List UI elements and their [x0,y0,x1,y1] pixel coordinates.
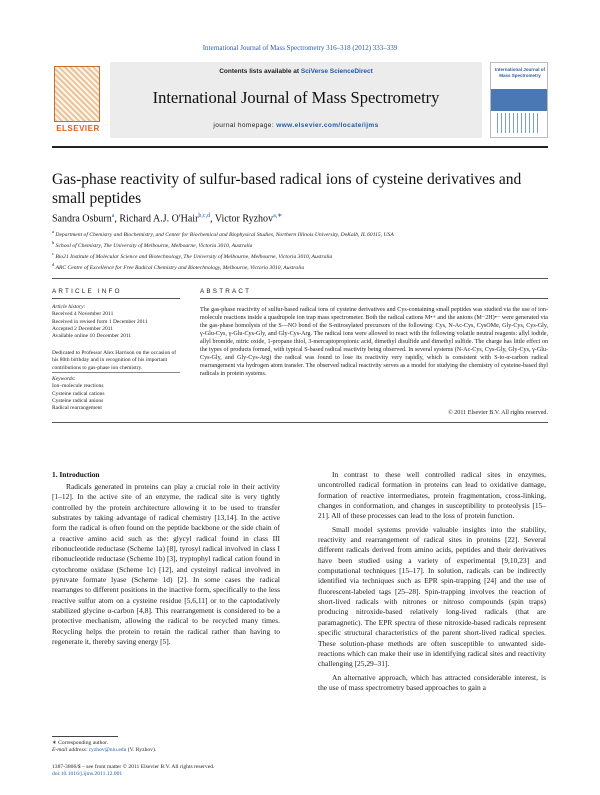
article-history [52,304,180,340]
corresponding-author-note: ∗ Corresponding author. [52,740,109,746]
affiliation-text: ARC Centre of Excellence for Free Radical Chemistry and Biotechnology, Melbourne, Victoria 3010, Australia [55,265,305,272]
body-paragraph: Radicals generated in proteins can play a crucial role in their activity [1–12]. In the active site of an enzyme, the radical site is very tightly controlled by the protein architecture allowing it to be used to transfer substrates by taking advantage of radical chemistry [13,14]. In the active form the radical is often found on the peptide backbone or the side chain of a reactive amino acid such as the: glycyl radical found in class III ribonucleotide reductase (Scheme 1a) [8], tyrosyl radical involved in class I ribonucleotide reductase (Scheme 1b) [3], tryptophyl radical cation found in cytochrome oxidase (Scheme 1c) [12], and cysteinyl radical involved in pyruvate formate lyase (Scheme 1d) [2]. In some cases the radical rearranges to different positions in the inactive form, specifically to the less reactive sulfur atom on a cysteine residue [5,6,11] or to the captodatively stabilized glycine α-carbon [4,8]. This rearrangement is considered to be a protective mechanism, allowing the radical to be recycled many times. Recycling helps the protein to retain the radical rather than having to regenerate it, thereby saving energy [5]. [52,482,280,647]
author-sup[interactable]: a [111,213,115,219]
affiliation [52,261,548,272]
article-title [52,170,548,208]
keyword-item: Radical rearrangement [52,405,102,412]
history-item: Accepted 2 December 2011 [52,325,114,332]
keyword-item: Cysteine radical cations [52,390,105,397]
homepage-prefix: journal homepage: [213,122,277,129]
article-info-rule [52,298,180,299]
history-item: Available online 10 December 2011 [52,333,132,340]
sciencedirect-link[interactable]: SciVerse ScienceDirect [300,68,373,75]
affiliation [52,250,548,261]
affiliation-sup: a [52,229,54,234]
journal-cover-thumbnail [490,62,548,138]
email-label: E-mail address: [52,747,90,754]
author-sup[interactable]: a,∗ [273,213,283,219]
affiliation-list [52,228,548,273]
abstract-text: The gas-phase reactivity of sulfur-based radical ions of cysteine derivatives and Cys-containing small peptides was studied via the use of ion-molecule reactions inside a quadrupole ion trap mass spectrometer. Both the radical cations M•+ and the anions (M−2H)•− were generated via the gas-phase homolysis of the S—NO bond of the S-nitrosylated precursors of the following: Cys, N-Ac-Cys, CysOMe, Gly-Cys, Cys-Gly, γ-Glu-Cys, γ-Glu-Cys-Gly, and Gly-Cys-Arg. The radical ions were allowed to react with the following volatile neutral reagents: allyl iodide, allyl bromide, nitric oxide, 1-propane thiol, 3-mercaptopropionic acid, dimethyl disulfide and dimethyl sulfide. The charge has little effect on the types of products formed, with typical S-based radical reactivity being observed. In several systems (N-Ac-Cys, Cys-Gly, Gly-Cys, γ-Glu-Cys-Gly, and Gly-Cys-Arg) the radical was found to lose its reactivity very rapidly, which is consistent with S-to-α-carbon radical rearrangement via hydrogen atom transfer. The observed radical reactivity serves as a model for studying the chemistry of cysteine-based thyl radicals in protein systems. [200,307,548,378]
abstract-rule [200,298,548,299]
author-name: Richard A.J. O'Hair [119,213,199,225]
cover-title: International Journal of Mass Spectrometry [494,67,545,78]
section-heading: 1. Introduction [52,470,100,479]
email-link[interactable]: ryzhov@niu.edu [89,747,127,754]
history-item: Received in revised form 1 December 2011 [52,318,148,325]
email-suffix: (V. Ryzhov). [126,747,157,754]
author-list: Sandra Osburn$^a$, Richard A.J. O'Hair$^{b,c,d}$, Victor Ryzhov$^{a,∗}$ [52,213,283,225]
issn-block [52,764,352,779]
dedication: Dedicated to Professor Alex Harrison on the occasion of his 80th birthday and in recognition of his important contributions to gas-phase ion chemistry. [52,350,177,371]
tree-logo-icon [54,66,100,122]
homepage-line [110,122,482,129]
author-name: Sandra Osburn [52,213,112,225]
title-line-2: small peptides [52,190,142,207]
homepage-link[interactable]: www.elsevier.com/locate/ijms [276,122,379,129]
cover-band [491,89,547,111]
keyword-item: Cysteine radical anions [52,397,104,404]
affiliation-sup: b [52,240,55,246]
affiliation [52,228,548,239]
affiliation-sup: d [52,262,55,268]
author-name: Victor Ryzhov [214,213,274,225]
masthead-rule [52,146,548,148]
masthead-banner [110,62,482,138]
history-label: Article history: [52,304,86,310]
doi-link[interactable]: doi:10.1016/j.ijms.2011.12.001 [52,771,123,778]
running-head: International Journal of Mass Spectrometry 316–318 (2012) 333–339 [202,44,398,52]
affiliation [52,239,548,250]
body-paragraph: Small model systems provide valuable insights into the stability, reactivity and rearrangement of radical sites in proteins [22]. Several different radicals derived from amino acids, peptides and their derivatives have been studied using a variety of experimental [9,10,23] and computational techniques [15–17]. In solution, radicals can be indirectly identified via techniques such as EPR spin-trapping [24] and the use of fluorescent-labeled tags [25–28]. Spin-trapping involves the reaction of short-lived radicals with nitrones or nitroso compounds (spin traps) producing nitroxide-based relatively long-lived radicals (that are paramagnetic). The EPR spectra of these nitroxide-based radicals represent specific structural characteristics of the parent short-lived radical species. These solution-phase methods are often susceptible to unwanted side-reactions which can make their use in identifying radical sites and reactivity challenging [25,29–31]. [318,524,546,669]
article-info-heading: ARTICLE INFO [52,288,122,295]
contents-prefix: Contents lists available at [219,68,301,75]
history-item: Received 4 November 2011 [52,311,114,318]
keyword-item: Ion–molecule reactions [52,383,104,390]
publisher-wordmark: ELSEVIER [56,124,100,133]
affiliation-text: Bio21 Institute of Molecular Science and Biotechnology, The University of Melbourne, Melbourne, Victoria 3010, Australia [55,254,333,261]
abstract-heading: ABSTRACT [200,288,252,295]
abstract-divider [52,422,548,423]
footnote-rule [52,736,118,737]
body-column-left [52,482,280,651]
affiliation-text: School of Chemistry, The University of Melbourne, Melbourne, Victoria 3010, Australia [55,243,253,250]
keywords-label: Keywords: [52,376,76,382]
affiliation-sup: c [52,251,54,257]
abstract-copyright: © 2011 Elsevier B.V. All rights reserved. [448,410,548,416]
body-paragraph: An alternative approach, which has attracted considerable interest, is the use of mass spectrometry based approaches to gain a [318,672,546,692]
author-sup[interactable]: b,c,d [198,213,211,219]
header-divider [52,278,548,279]
email-note [52,747,282,754]
publisher-logo [52,62,104,138]
footnotes [52,740,282,755]
title-line-1: Gas-phase reactivity of sulfur-based radical ions of cysteine derivatives and [52,171,522,188]
issn-line: 1387-3806/$ – see front matter © 2011 Elsevier B.V. All rights reserved. [52,764,215,770]
journal-title: International Journal of Mass Spectrometry [152,88,440,107]
contents-line [110,68,482,75]
journal-masthead [52,62,548,138]
body-column-right [318,470,546,696]
body-paragraph: In contrast to these well controlled radical sites in enzymes, uncontrolled radical formation in proteins can lead to oxidative damage, formation of reactive intermediates, protein fragmentation, cross-linking, changes in conformation, and changes in susceptibility to proteolysis [15–21]. All of these processes can lead to the loss of protein function. [318,470,546,521]
cover-spectrum-icon [497,113,541,133]
keywords [52,376,180,412]
affiliation-text: Department of Chemistry and Biochemistry, and Center for Biochemical and Biophysical Studies, Northern Illinois University, DeKalb, IL 60115, USA [55,231,394,238]
keywords-rule [52,372,180,373]
